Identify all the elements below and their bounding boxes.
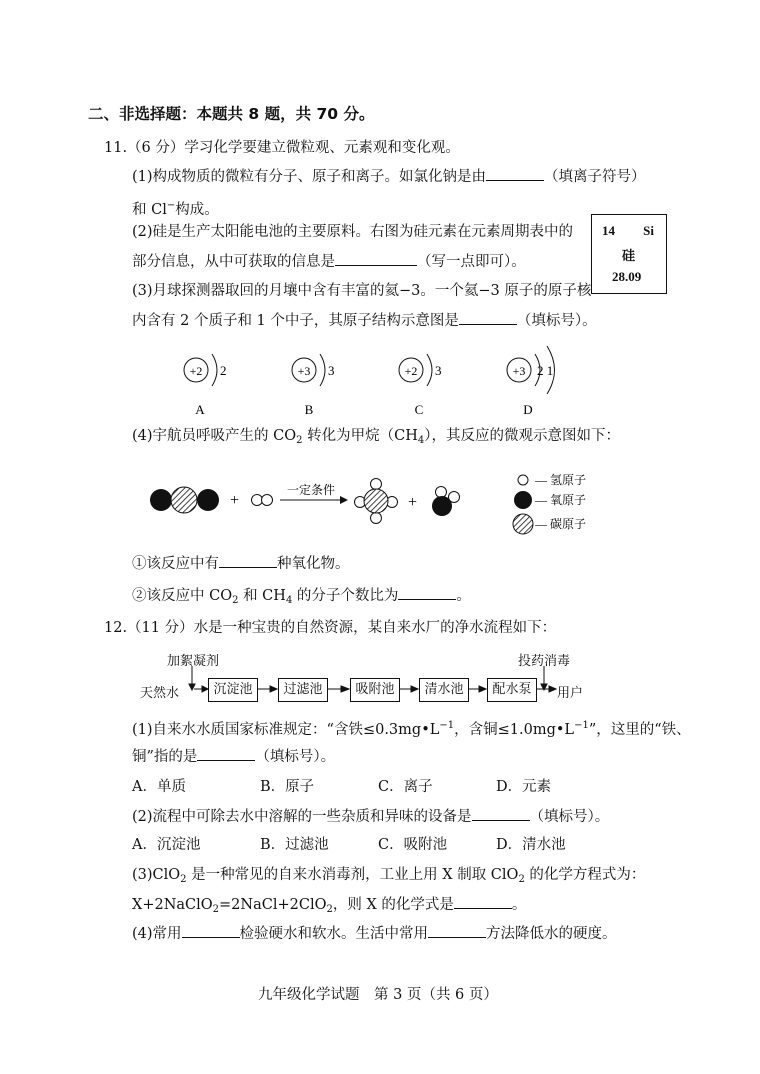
option-label: B bbox=[304, 402, 314, 417]
q12-1-option-a[interactable]: A．单质 bbox=[132, 779, 186, 795]
q11-part4-line: (4)宇航员呼吸产生的 $CO_2$ 转化为甲烷$(CH_4)$，其反应的微观示意图如下： bbox=[132, 428, 620, 446]
q11-sub2: ②该反应中 $CO_2$ 和 $CH_4$ 的分子个数比为 。 bbox=[132, 585, 471, 611]
plus-sign: + bbox=[408, 494, 418, 511]
option-label: A bbox=[195, 402, 205, 417]
flow-input-flocculant: 加絮凝剂 bbox=[167, 654, 220, 669]
q12-stem: 12.（11 分）水是一种宝贵的自然资源，某自来水厂的净水流程如下： bbox=[104, 620, 557, 636]
plus-sign: + bbox=[230, 492, 240, 509]
electron-count: 3 bbox=[435, 363, 442, 378]
q12-1-option-d[interactable]: D．元素 bbox=[496, 779, 552, 795]
option-label: C bbox=[414, 402, 424, 417]
page-footer: 九年级化学试题 第 3 页（共 6 页） bbox=[258, 987, 498, 1003]
reaction-condition: 一定条件 bbox=[286, 483, 336, 497]
ch4-molecule bbox=[355, 479, 398, 524]
answer-blank[interactable] bbox=[472, 806, 530, 821]
legend-oxygen: — 氧原子 bbox=[535, 493, 587, 507]
answer-blank[interactable] bbox=[398, 585, 456, 600]
nucleus-charge: +2 bbox=[404, 364, 418, 378]
q11-part3-line1: (3)月球探测器取回的月壤中含有丰富的氦−3。一个氦−3 原子的原子核 bbox=[132, 283, 592, 299]
flow-step-filtration: 过滤池 bbox=[278, 678, 328, 702]
q11-sub1: ①该反应中有 种氧化物。 bbox=[132, 553, 350, 574]
flow-step-pump: 配水泵 bbox=[487, 678, 537, 702]
flow-step-clearwater: 清水池 bbox=[419, 678, 469, 702]
reaction-diagram bbox=[140, 470, 610, 540]
electron-count: 3 bbox=[328, 363, 335, 378]
atomic-mass: 28.09 bbox=[612, 269, 642, 284]
nucleus-charge: +2 bbox=[189, 364, 203, 378]
flow-start: 天然水 bbox=[140, 686, 180, 701]
flow-step-adsorption: 吸附池 bbox=[350, 678, 400, 702]
q11-part2-line2: 部分信息，从中可获取的信息是 （写一点即可）。 bbox=[132, 251, 526, 272]
q12-1-option-b[interactable]: B．原子 bbox=[260, 779, 315, 795]
flow-input-disinfect: 投药消毒 bbox=[518, 654, 571, 669]
q12-part2-line: (2)流程中可除去水中溶解的一些杂质和异味的设备是 （填标号）。 bbox=[132, 806, 609, 827]
nucleus-charge: +3 bbox=[512, 364, 526, 378]
q11-part2-line1: (2)硅是生产太阳能电池的主要原料。右图为硅元素在元素周期表中的 bbox=[132, 224, 574, 240]
periodic-table-cell bbox=[591, 214, 667, 294]
h2-molecule bbox=[252, 495, 273, 506]
q12-part3-line2: X+2NaClO$_2$=2NaCl+2ClO$_2$，则 X 的化学式是 。 bbox=[132, 894, 526, 920]
q12-part3-line1: (3)ClO$_2$ 是一种常见的自来水消毒剂，工业上用 X 制取 ClO$_2$ 的化学方程式为： bbox=[132, 867, 646, 885]
atom-diagrams bbox=[170, 340, 570, 420]
flow-end: 用户 bbox=[557, 686, 584, 701]
atom-option-d[interactable] bbox=[507, 346, 555, 417]
legend bbox=[513, 473, 586, 534]
element-symbol: Si bbox=[643, 223, 654, 238]
electron-count: 2 1 bbox=[537, 363, 554, 378]
answer-blank[interactable] bbox=[182, 923, 240, 938]
q12-2-option-b[interactable]: B．过滤池 bbox=[260, 837, 329, 853]
q12-part1-line2: 铜”指的是 （填标号）。 bbox=[132, 746, 335, 767]
legend-hydrogen: — 氢原子 bbox=[535, 473, 587, 487]
atom-option-b[interactable] bbox=[292, 354, 335, 417]
answer-blank[interactable] bbox=[454, 894, 512, 909]
q12-2-option-c[interactable]: C．吸附池 bbox=[378, 837, 448, 853]
q12-part1-line1: (1)自来水水质国家标准规定：“含铁$\le 0.3mg•L^{-1}$，含铜$\le 1.0mg•L^{-1}$”，这里的“铁、 bbox=[132, 720, 691, 738]
q11-part1-line2: 和 Cl−构成。 bbox=[132, 200, 219, 218]
co2-molecule bbox=[150, 487, 219, 513]
electron-count: 2 bbox=[220, 363, 227, 378]
q12-part4-line: (4)常用 检验硬水和软水。生活中常用 方法降低水的硬度。 bbox=[132, 923, 617, 944]
atomic-number: 14 bbox=[602, 223, 615, 238]
q11-stem: 11.（6 分）学习化学要建立微粒观、元素观和变化观。 bbox=[104, 140, 460, 156]
nucleus-charge: +3 bbox=[297, 364, 311, 378]
h2o-molecule bbox=[432, 487, 460, 517]
answer-blank[interactable] bbox=[219, 553, 277, 568]
answer-blank[interactable] bbox=[459, 310, 517, 325]
section-heading: 二、非选择题：本题共 8 题，共 70 分。 bbox=[88, 105, 375, 123]
answer-blank[interactable] bbox=[335, 251, 417, 266]
q11-part3-line2: 内含有 2 个质子和 1 个中子，其原子结构示意图是 （填标号）。 bbox=[132, 310, 597, 331]
reaction-arrow-icon bbox=[280, 496, 348, 504]
atom-option-c[interactable] bbox=[399, 354, 442, 417]
flow-arrows bbox=[180, 664, 560, 700]
q12-1-option-c[interactable]: C．离子 bbox=[378, 779, 433, 795]
q12-2-option-d[interactable]: D．清水池 bbox=[496, 837, 566, 853]
element-name: 硅 bbox=[622, 248, 636, 263]
flow-step-sedimentation: 沉淀池 bbox=[208, 678, 258, 702]
answer-blank[interactable] bbox=[428, 923, 486, 938]
q11-part1-line1: (1)构成物质的微粒有分子、原子和离子。如氯化钠是由 （填离子符号） bbox=[132, 166, 646, 187]
option-label: D bbox=[523, 402, 533, 417]
answer-blank[interactable] bbox=[486, 166, 544, 181]
answer-blank[interactable] bbox=[197, 746, 255, 761]
legend-carbon: — 碳原子 bbox=[535, 517, 587, 531]
q12-2-option-a[interactable]: A．沉淀池 bbox=[132, 837, 201, 853]
atom-option-a[interactable] bbox=[184, 354, 227, 417]
